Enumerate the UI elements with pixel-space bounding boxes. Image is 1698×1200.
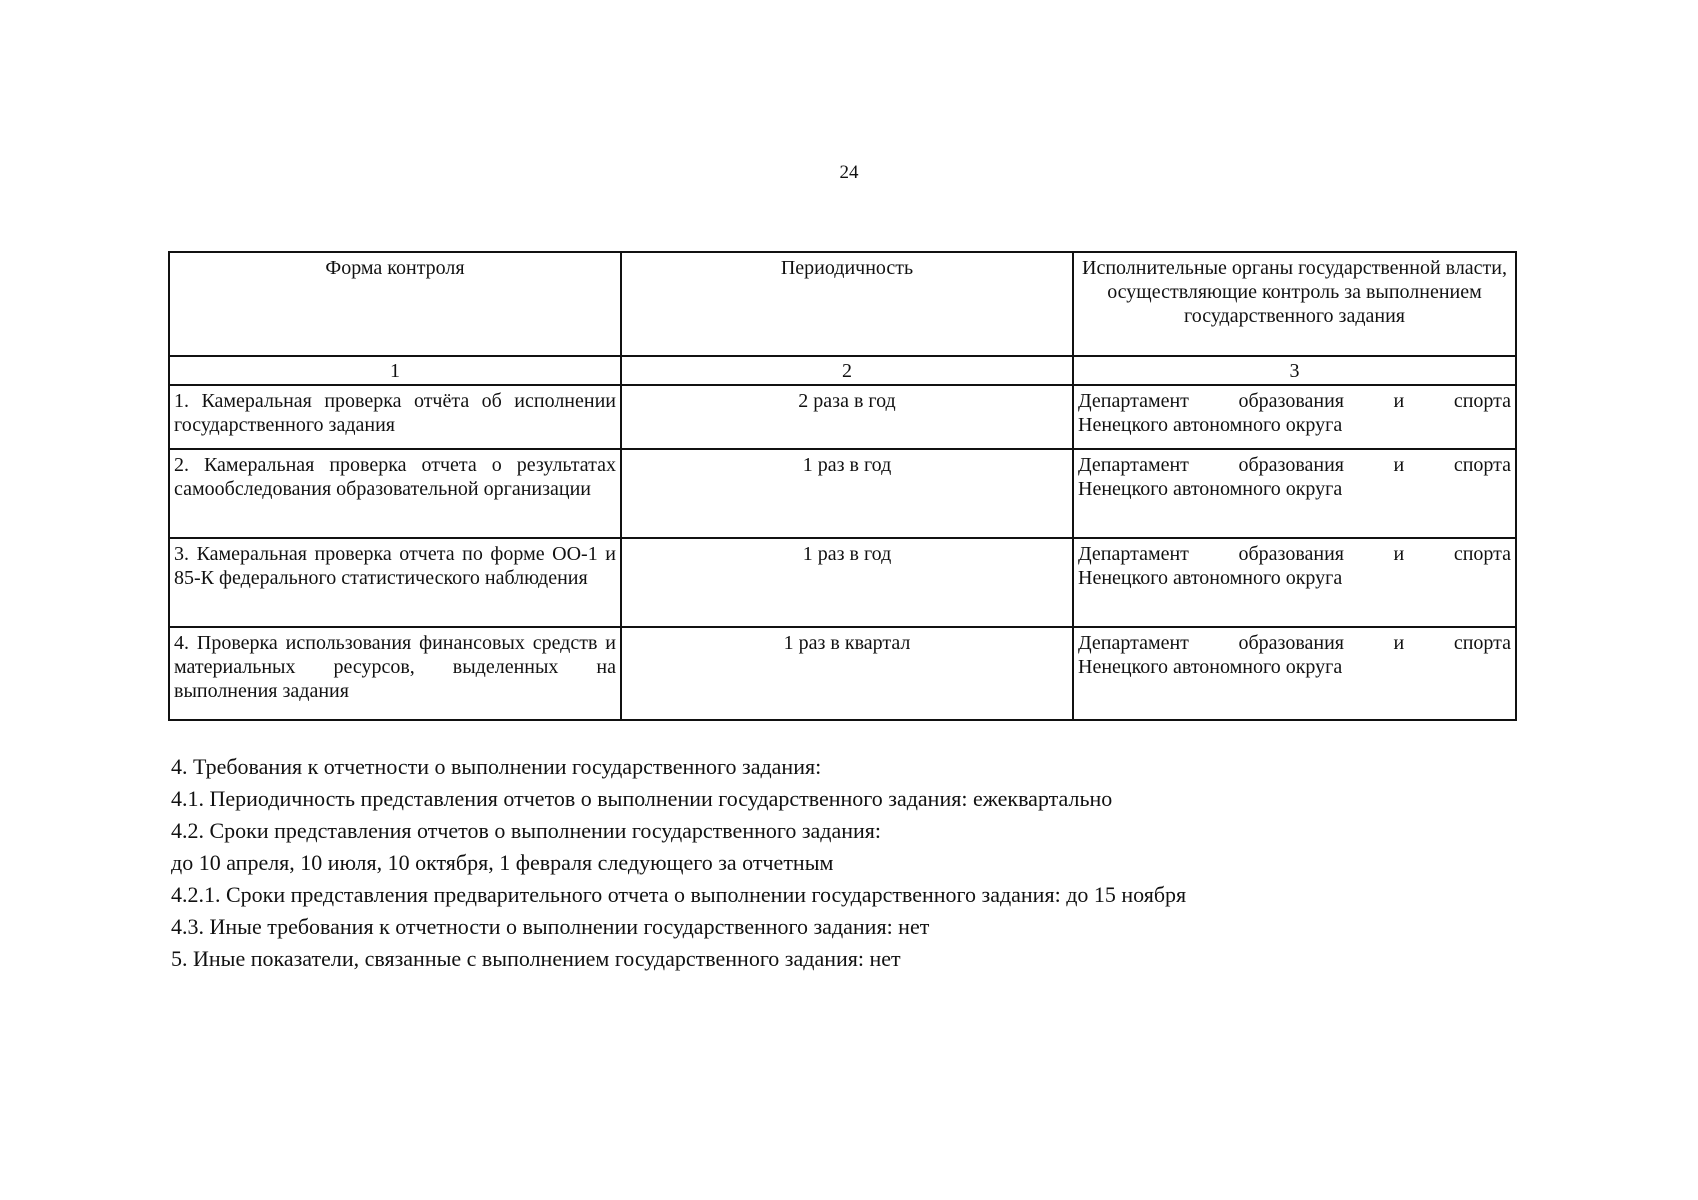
- executive-body-line-2: Ненецкого автономного округа: [1078, 656, 1343, 678]
- org-word: образования: [1238, 543, 1344, 565]
- executive-body-line-2: Ненецкого автономного округа: [1078, 414, 1343, 436]
- executive-body-line-1: [1078, 542, 1511, 566]
- org-word: образования: [1238, 390, 1344, 412]
- table-row: [169, 538, 1516, 627]
- requirement-line: 4.1. Периодичность представления отчетов о выполнении государственного задания: ежеквартально: [171, 786, 1113, 811]
- control-form-cell: 1. Камеральная проверка отчёта об исполнении государственного задания: [169, 385, 621, 449]
- control-form-cell: 3. Камеральная проверка отчета по форме ОО-1 и 85-К федерального статистического наблюдения: [169, 538, 621, 627]
- org-word: Департамент: [1078, 390, 1189, 412]
- executive-body-line-1: [1078, 453, 1511, 477]
- table-header-row: [169, 252, 1516, 356]
- org-word: спорта: [1453, 454, 1511, 476]
- org-word: и: [1393, 543, 1405, 565]
- org-word: спорта: [1453, 632, 1511, 654]
- table-row: [169, 385, 1516, 449]
- executive-body-line-2: Ненецкого автономного округа: [1078, 567, 1343, 589]
- org-word: и: [1393, 632, 1405, 654]
- header-executive-bodies: Исполнительные органы государственной власти, осуществляющие контроль за выполнением государственного задания: [1073, 252, 1516, 356]
- control-form-cell: 2. Камеральная проверка отчета о результатах самообследования образовательной организации: [169, 449, 621, 538]
- control-form-cell: 4. Проверка использования финансовых средств и материальных ресурсов, выделенных на выполнения задания: [169, 627, 621, 720]
- org-word: Департамент: [1078, 632, 1189, 654]
- executive-body-line-2: Ненецкого автономного округа: [1078, 478, 1343, 500]
- page-number: 24: [839, 162, 859, 183]
- column-number-2: 2: [621, 356, 1073, 385]
- requirement-line: 5. Иные показатели, связанные с выполнением государственного задания: нет: [171, 946, 901, 971]
- column-number-1: 1: [169, 356, 621, 385]
- executive-body-line-1: [1078, 389, 1511, 413]
- reporting-requirements: [171, 751, 1511, 975]
- executive-body-cell: [1073, 538, 1516, 627]
- requirement-line: 4.2. Сроки представления отчетов о выполнении государственного задания:: [171, 818, 882, 843]
- periodicity-cell: 1 раз в квартал: [621, 627, 1073, 720]
- periodicity-cell: 2 раза в год: [621, 385, 1073, 449]
- requirement-line: 4.2.1. Сроки представления предварительного отчета о выполнении государственного задания: до 15 ноября: [171, 882, 1187, 907]
- executive-body-cell: [1073, 385, 1516, 449]
- org-word: спорта: [1453, 543, 1511, 565]
- control-table: [168, 251, 1517, 721]
- periodicity-cell: 1 раз в год: [621, 449, 1073, 538]
- org-word: образования: [1238, 454, 1344, 476]
- org-word: Департамент: [1078, 543, 1189, 565]
- requirement-line: 4. Требования к отчетности о выполнении государственного задания:: [171, 754, 822, 779]
- executive-body-cell: [1073, 627, 1516, 720]
- column-number-3: 3: [1073, 356, 1516, 385]
- executive-body-cell: [1073, 449, 1516, 538]
- periodicity-cell: 1 раз в год: [621, 538, 1073, 627]
- requirement-line: 4.3. Иные требования к отчетности о выполнении государственного задания: нет: [171, 914, 930, 939]
- table-row: [169, 449, 1516, 538]
- org-word: образования: [1238, 632, 1344, 654]
- org-word: и: [1393, 390, 1405, 412]
- executive-body-line-1: [1078, 631, 1511, 655]
- table-row: [169, 627, 1516, 720]
- requirement-line: до 10 апреля, 10 июля, 10 октября, 1 февраля следующего за отчетным: [171, 850, 834, 875]
- header-control-form: Форма контроля: [169, 252, 621, 356]
- column-number-row: [169, 356, 1516, 385]
- org-word: спорта: [1453, 390, 1511, 412]
- org-word: и: [1393, 454, 1405, 476]
- org-word: Департамент: [1078, 454, 1189, 476]
- header-periodicity: Периодичность: [621, 252, 1073, 356]
